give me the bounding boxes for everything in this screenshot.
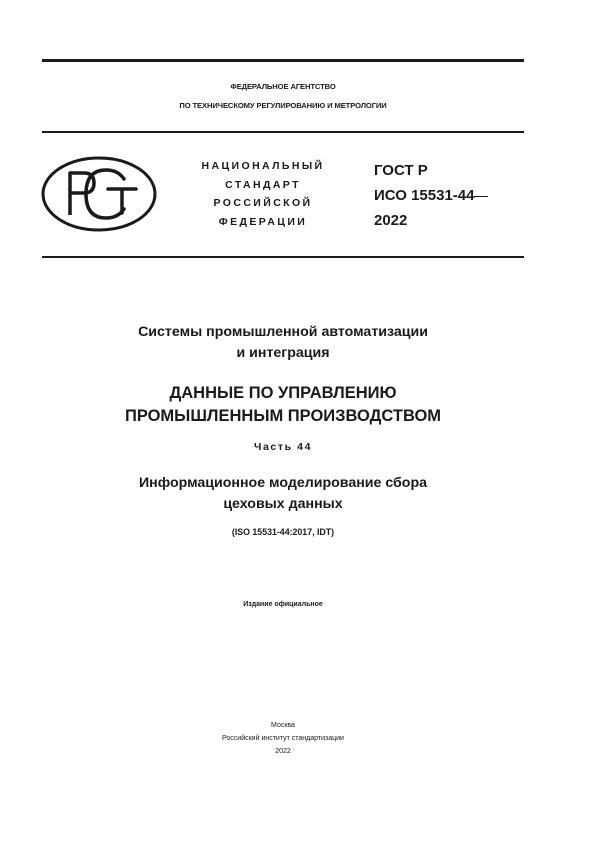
subtitle-line-1: Информационное моделирование сбора (138, 475, 428, 491)
middle-rule (42, 131, 524, 133)
standard-line-1: ГОСТ Р (374, 162, 428, 179)
series-title-line-2: и интеграция (236, 345, 330, 361)
standard-line-3: 2022 (374, 212, 408, 229)
agency-line-1: ФЕДЕРАЛЬНОЕ АГЕНТСТВО (230, 82, 336, 91)
standard-number: ИСО 15531-44 (374, 187, 475, 204)
iso-reference: (ISO 15531-44:2017, IDT) (231, 527, 335, 537)
national-line-1: НАЦИОНАЛЬНЫЙ (201, 160, 325, 172)
national-line-4: ФЕДЕРАЦИИ (218, 215, 308, 228)
standard-dash (474, 196, 488, 197)
imprint-publisher: Российский институт стандартизации (222, 735, 344, 742)
national-standard-label (178, 157, 348, 231)
standard-line-2 (374, 183, 474, 208)
standard-designation (374, 158, 474, 233)
series-title-line-1: Системы промышленной автоматизации (138, 324, 428, 340)
top-rule (42, 59, 524, 62)
national-line-2: СТАНДАРТ (225, 178, 301, 191)
national-line-3: РОССИЙСКОЙ (213, 197, 313, 209)
imprint-city: Москва (271, 722, 295, 729)
main-title-line-2: ПРОМЫШЛЕННЫМ ПРОИЗВОДСТВОМ (124, 407, 442, 425)
lower-rule (42, 256, 524, 258)
main-title-line-1: ДАННЫЕ ПО УПРАВЛЕНИЮ (169, 384, 397, 402)
subtitle-line-2: цеховых данных (223, 496, 343, 512)
part-number: Часть 44 (253, 441, 313, 453)
rst-certification-logo-icon (40, 155, 158, 233)
imprint-year: 2022 (275, 748, 291, 755)
edition-label: Издание официальное (243, 601, 323, 608)
agency-line-2: ПО ТЕХНИЧЕСКОМУ РЕГУЛИРОВАНИЮ И МЕТРОЛОГИИ (179, 101, 387, 110)
